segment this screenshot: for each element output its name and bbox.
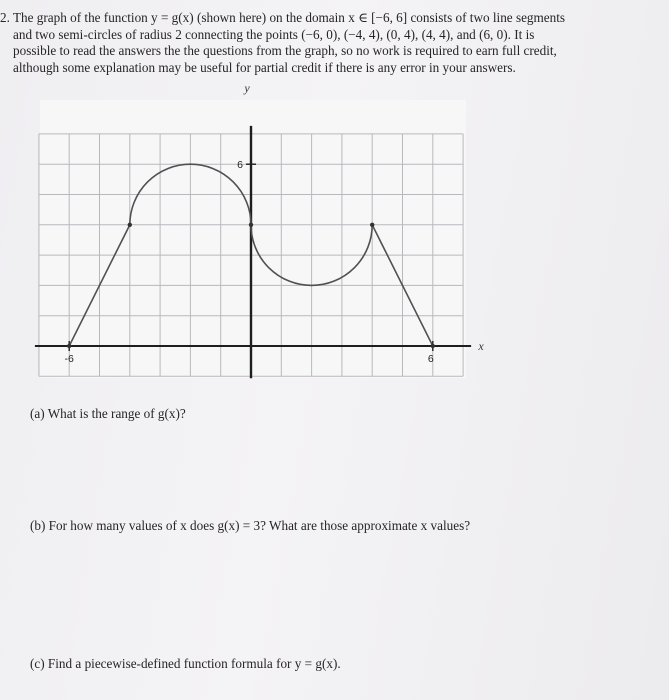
question-b: (b) For how many values of x does g(x) = 3? What are those approximate x values? [30, 518, 471, 533]
intro-line-3: possible to read the answers the the questions from the graph, so no work is required to earn full credit, [13, 43, 557, 59]
tick-label-x-neg6: -6 [64, 353, 74, 365]
key-point [249, 223, 253, 227]
tick-label-x-6: 6 [427, 353, 434, 365]
y-axis-label: y [244, 81, 250, 95]
intro-line-1: 2. The graph of the function y = g(x) (shown here) on the domain x ∈ [−6, 6] consists of two line segments [0, 10, 566, 25]
problem-number: 2. [0, 10, 10, 25]
key-point [431, 344, 435, 348]
tick-label-y-6: 6 [237, 159, 243, 172]
question-c: (c) Find a piecewise-defined function formula for y = g(x). [30, 656, 341, 671]
intro-line-4: although some explanation may be useful for partial credit if there is any error in your answers. [13, 59, 516, 75]
key-point [370, 223, 374, 227]
intro-line-2: and two semi-circles of radius 2 connecting the points (−6, 0), (−4, 4), (0, 4), (4, 4), and (6, 0). It is [13, 26, 535, 42]
x-axis-label: x [478, 339, 484, 353]
problem-statement [0, 10, 650, 76]
key-point [128, 223, 132, 227]
question-a: (a) What is the range of g(x)? [30, 406, 186, 421]
function-graph [30, 80, 500, 382]
key-point [67, 344, 71, 348]
